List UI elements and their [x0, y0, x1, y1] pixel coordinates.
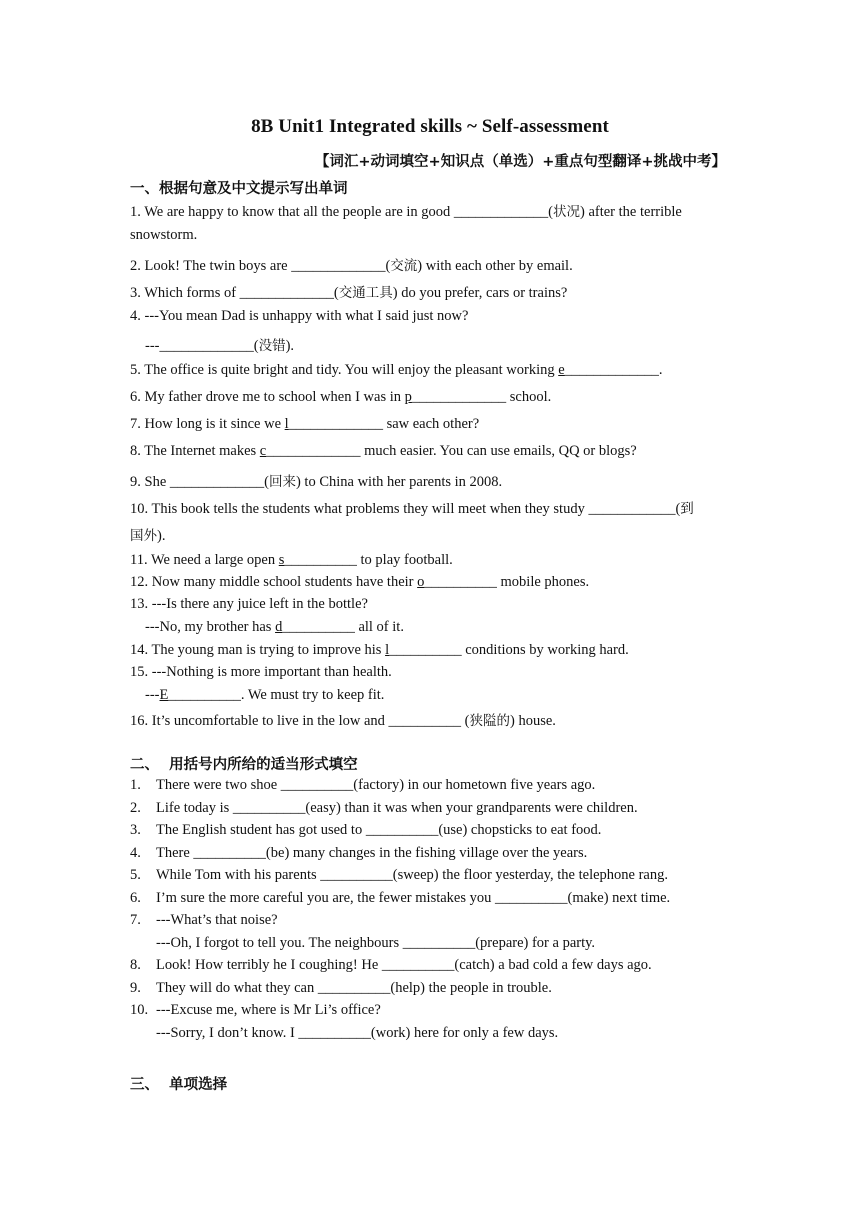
s2-item-8: 8. Look! How terribly he I coughing! He __________(catch) a bad cold a few days ago. [130, 957, 652, 973]
section3-heading: 三、 单项选择 [130, 1077, 228, 1093]
s2-item-10: 10. ---Excuse me, where is Mr Li’s office? [130, 1002, 381, 1018]
s2-item-2: 2. Life today is __________(easy) than it was when your grandparents were children. [130, 800, 638, 816]
s2-item-7-answer: ---Oh, I forgot to tell you. The neighbours __________(prepare) for a party. [156, 935, 596, 951]
s2-item-3: 3. The English student has got used to __________(use) chopsticks to eat food. [130, 822, 602, 838]
s1-item-12: 12. Now many middle school students have their o__________ mobile phones. [130, 574, 590, 590]
page-title: 8B Unit1 Integrated skills ~ Self-assessment [251, 116, 609, 137]
s2-item-10-answer: ---Sorry, I don’t know. I __________(work) here for only a few days. [156, 1025, 559, 1041]
s1-item-13: 13. ---Is there any juice left in the bottle? [130, 596, 368, 612]
s1-item-10-cont: 国外). [130, 528, 166, 544]
s2-item-7: 7. ---What’s that noise? [130, 912, 278, 928]
s1-item-10: 10. This book tells the students what problems they will meet when they study ____________(到 [130, 501, 694, 517]
s1-item-4-answer: ---_____________(没错). [145, 338, 295, 354]
s1-item-5: 5. The office is quite bright and tidy. You will enjoy the pleasant working e_____________. [130, 362, 663, 378]
s1-item-15-answer: ---E__________. We must try to keep fit. [145, 687, 385, 703]
s2-item-1: 1. There were two shoe __________(factory) in our hometown five years ago. [130, 777, 596, 793]
s2-item-9: 9. They will do what they can __________(help) the people in trouble. [130, 980, 552, 996]
s1-item-11: 11. We need a large open s__________ to play football. [130, 552, 453, 568]
s1-item-7: 7. How long is it since we l_____________ saw each other? [130, 416, 480, 432]
section1-heading: 一、根据句意及中文提示写出单词 [130, 181, 348, 197]
page-subtitle: 【词汇+动词填空+知识点（单选）+重点句型翻译+挑战中考】 [314, 154, 726, 170]
s1-item-1: 1. We are happy to know that all the people are in good _____________(状况) after the terrible [130, 204, 682, 220]
s1-item-9: 9. She _____________(回来) to China with her parents in 2008. [130, 474, 503, 490]
s2-item-6: 6. I’m sure the more careful you are, the fewer mistakes you __________(make) next time. [130, 890, 671, 906]
s1-item-13-answer: ---No, my brother has d__________ all of it. [145, 619, 404, 635]
s1-item-16: 16. It’s uncomfortable to live in the low and __________ (狭隘的) house. [130, 713, 556, 729]
s1-item-2: 2. Look! The twin boys are _____________(交流) with each other by email. [130, 258, 573, 274]
s1-item-8: 8. The Internet makes c_____________ much easier. You can use emails, QQ or blogs? [130, 443, 637, 459]
section2-heading: 二、 用括号内所给的适当形式填空 [130, 757, 358, 773]
s2-item-5: 5. While Tom with his parents __________(sweep) the floor yesterday, the telephone rang. [130, 867, 668, 883]
s1-item-4: 4. ---You mean Dad is unhappy with what I said just now? [130, 308, 469, 324]
s1-item-3: 3. Which forms of _____________(交通工具) do you prefer, cars or trains? [130, 285, 568, 301]
s2-item-4: 4. There __________(be) many changes in the fishing village over the years. [130, 845, 588, 861]
s1-item-15: 15. ---Nothing is more important than health. [130, 664, 392, 680]
s1-item-6: 6. My father drove me to school when I was in p_____________ school. [130, 389, 552, 405]
s1-item-14: 14. The young man is trying to improve his l__________ conditions by working hard. [130, 642, 629, 658]
s1-item-1-cont: snowstorm. [130, 227, 198, 243]
